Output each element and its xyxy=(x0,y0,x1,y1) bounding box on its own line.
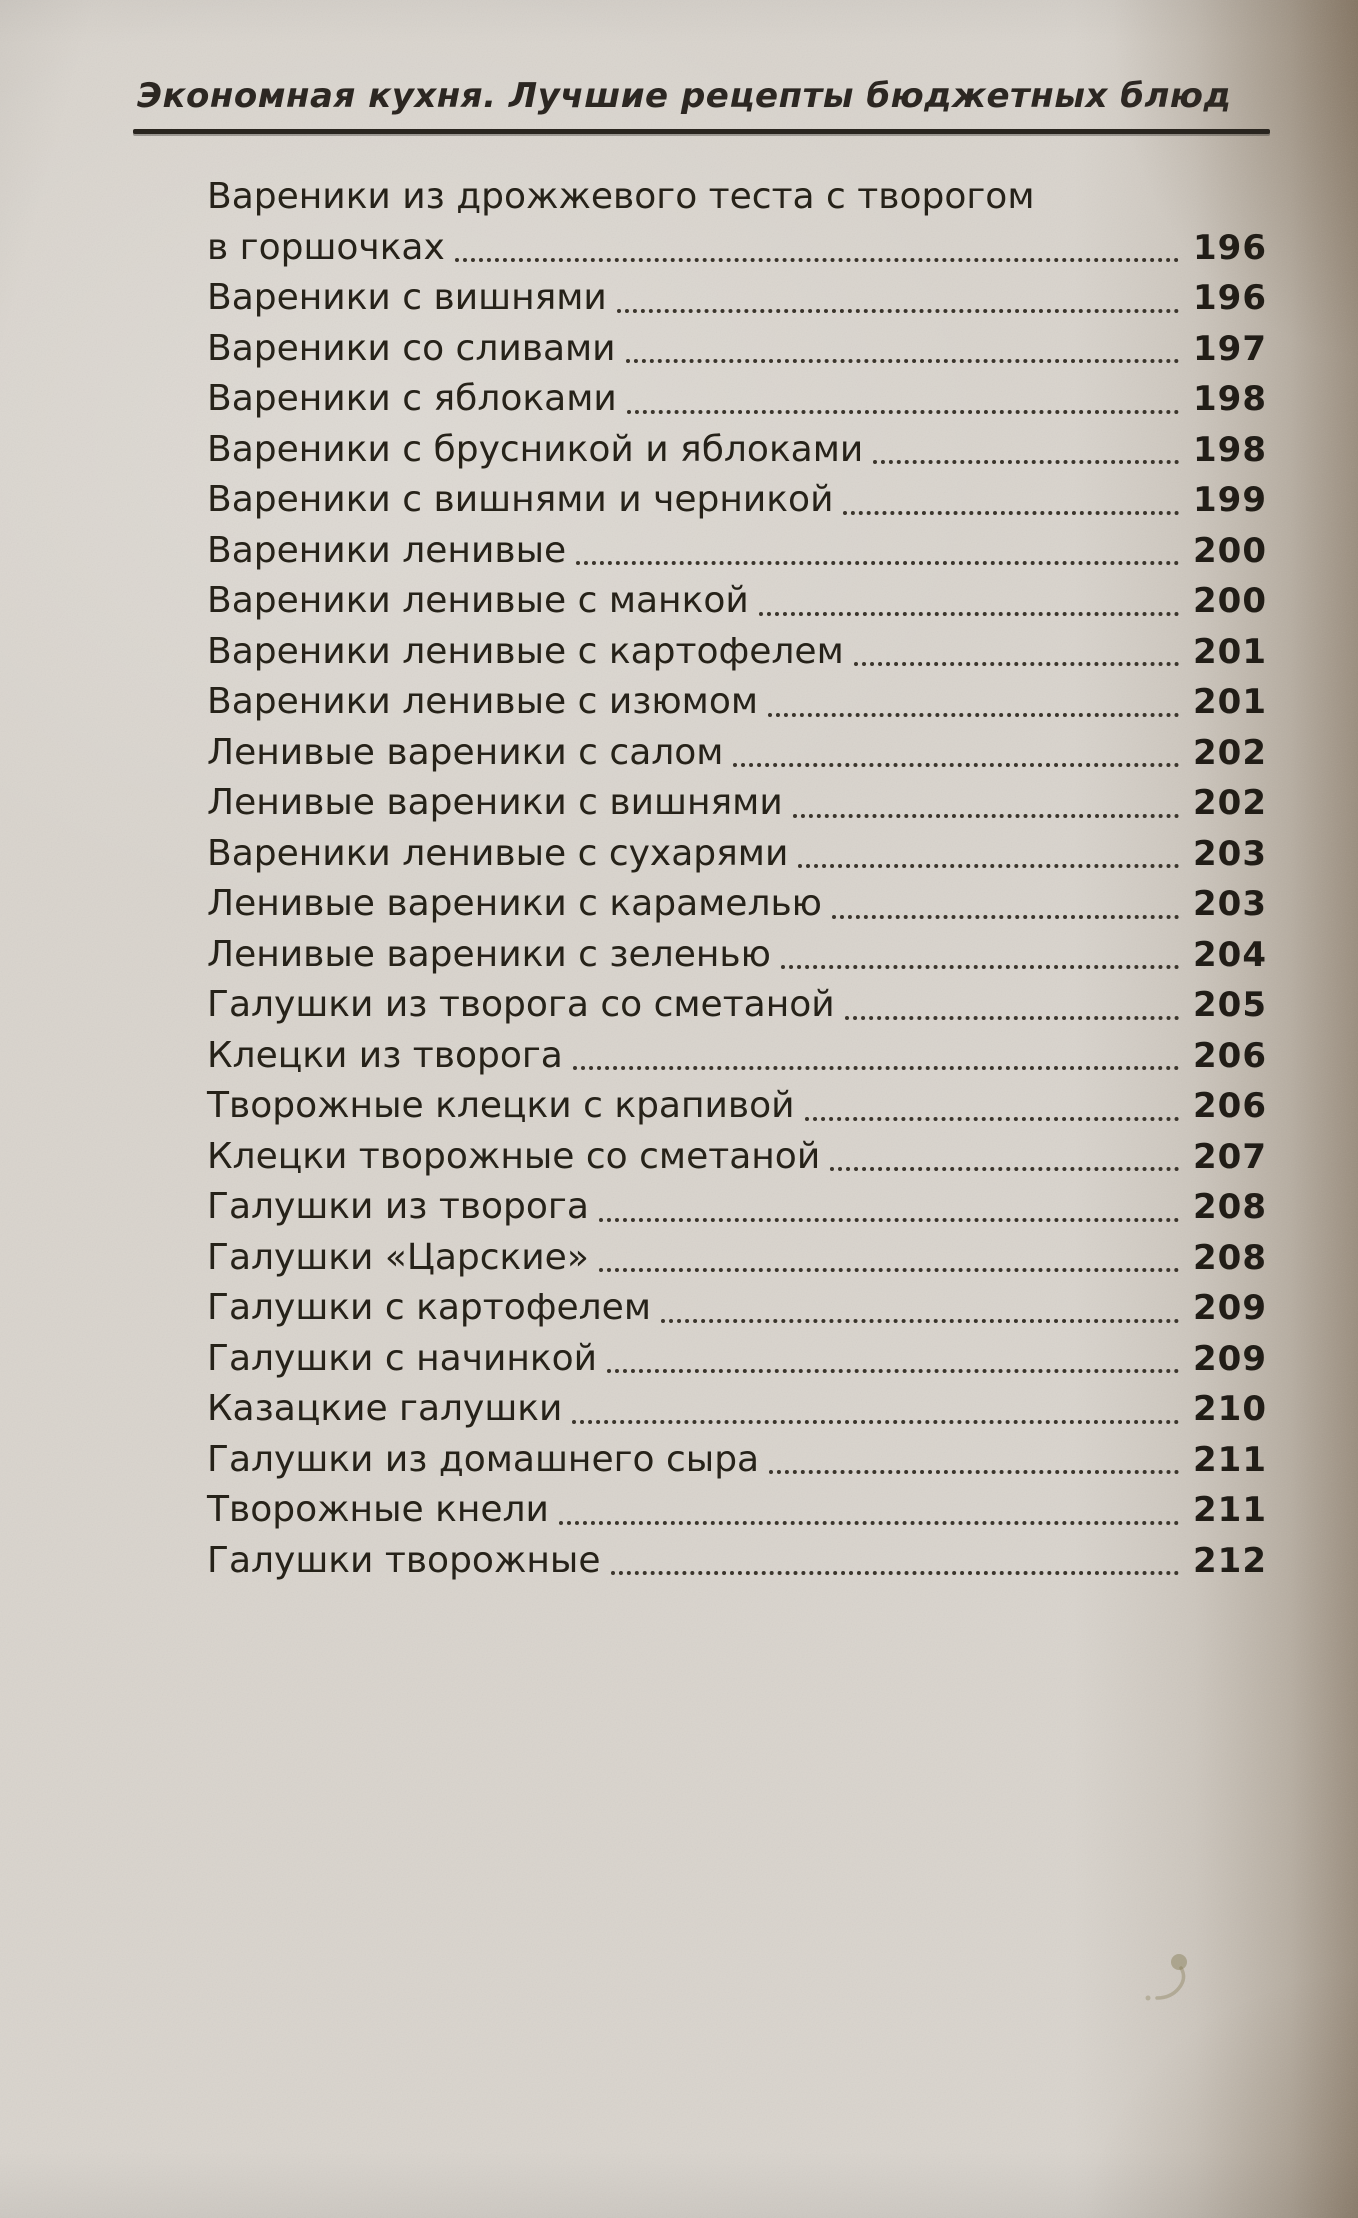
dot-leader xyxy=(793,814,1179,818)
toc-entry-line xyxy=(207,627,1267,678)
toc-entry-line xyxy=(207,1081,1267,1132)
toc-entry xyxy=(207,879,1267,930)
toc-entry-title: Вареники ленивые с сухарями xyxy=(207,832,789,874)
toc-entry-page-number: 209 xyxy=(1193,1288,1267,1328)
toc-entry-title: Ленивые вареники с салом xyxy=(207,731,724,773)
toc-entry xyxy=(207,1384,1267,1435)
toc-entry-title: Вареники с брусникой и яблоками xyxy=(207,428,864,470)
dot-leader xyxy=(573,1066,1179,1070)
header-rule xyxy=(133,129,1270,134)
dot-leader xyxy=(830,1167,1179,1171)
toc-entry-line xyxy=(207,223,1267,274)
toc-entry-page-number: 196 xyxy=(1193,278,1267,318)
toc-entry-page-number: 201 xyxy=(1193,631,1267,672)
toc-entry xyxy=(207,1132,1267,1183)
dot-leader xyxy=(843,511,1179,515)
toc-entry-line xyxy=(207,1283,1267,1334)
dot-leader xyxy=(627,410,1179,414)
toc-entry-line xyxy=(207,1031,1267,1082)
toc-entry xyxy=(207,475,1267,526)
toc-entry-line xyxy=(207,930,1267,981)
toc-entry-title: Творожные клецки с крапивой xyxy=(207,1085,795,1126)
dot-leader xyxy=(769,1470,1179,1474)
toc-entry xyxy=(207,1485,1267,1536)
toc-entry-page-number: 211 xyxy=(1193,1439,1267,1480)
dot-leader xyxy=(845,1016,1179,1020)
toc-entry-title: Вареники ленивые с картофелем xyxy=(207,630,844,672)
toc-entry xyxy=(207,778,1267,829)
toc-entry-line xyxy=(207,1233,1267,1284)
toc-entry-title: Вареники с вишнями и черникой xyxy=(207,479,834,520)
dot-leader xyxy=(626,359,1179,363)
dot-leader xyxy=(455,258,1179,262)
dot-leader xyxy=(832,915,1179,919)
toc-entry-page-number: 199 xyxy=(1193,480,1267,520)
toc-entry-title: Галушки из творога xyxy=(207,1186,589,1227)
running-head: Экономная кухня. Лучшие рецепты бюджетных блюд xyxy=(137,76,1232,116)
toc-entry xyxy=(207,576,1267,627)
toc-entry-page-number: 208 xyxy=(1193,1187,1267,1227)
toc-entry-title: Галушки из творога со сметаной xyxy=(207,984,835,1025)
toc-entry xyxy=(207,1334,1267,1385)
toc-entry-title: Казацкие галушки xyxy=(207,1388,563,1429)
toc-entry-title: Ленивые вареники с карамелью xyxy=(207,883,822,924)
toc-entry xyxy=(207,627,1267,678)
dot-leader xyxy=(599,1218,1179,1222)
toc-entry-line xyxy=(207,475,1267,526)
toc-entry-title: Галушки творожные xyxy=(207,1539,601,1581)
dot-leader xyxy=(873,460,1179,464)
toc-entry-line xyxy=(207,1536,1267,1587)
toc-entry-page-number: 202 xyxy=(1193,783,1267,823)
toc-entry-page-number: 210 xyxy=(1193,1389,1267,1429)
toc-entry-title: Вареники ленивые xyxy=(207,529,567,571)
toc-entry xyxy=(207,1031,1267,1082)
toc-entry-title: Ленивые вареники с зеленью xyxy=(207,933,771,975)
toc-entry xyxy=(207,1233,1267,1284)
toc-entry xyxy=(207,1283,1267,1334)
toc-entry-title: в горшочках xyxy=(207,226,445,268)
toc-entry-line xyxy=(207,879,1267,930)
dot-leader xyxy=(576,561,1179,565)
dot-leader xyxy=(661,1319,1179,1323)
dot-leader xyxy=(611,1571,1180,1575)
toc-entry-line xyxy=(207,1334,1267,1385)
toc-entry-page-number: 201 xyxy=(1193,682,1267,722)
toc-entry xyxy=(207,273,1267,324)
toc-entry-title: Галушки с начинкой xyxy=(207,1337,598,1379)
toc-entry-page-number: 206 xyxy=(1193,1035,1267,1076)
toc-entry-page-number: 198 xyxy=(1193,379,1267,419)
toc-entry-title: Галушки из домашнего сыра xyxy=(207,1438,760,1480)
toc-entry-line xyxy=(207,1384,1267,1435)
toc-entry-page-number: 205 xyxy=(1193,985,1267,1025)
toc-entry-page-number: 198 xyxy=(1193,429,1267,470)
toc-entry xyxy=(207,1182,1267,1233)
toc-entry-line xyxy=(207,1435,1267,1486)
toc-entry-page-number: 203 xyxy=(1193,884,1267,924)
dot-leader xyxy=(617,309,1179,313)
toc-entry-line xyxy=(207,778,1267,829)
toc-entry-line xyxy=(207,829,1267,880)
toc-entry-title: Ленивые вареники с вишнями xyxy=(207,782,783,823)
toc-entry-page-number: 212 xyxy=(1193,1540,1267,1581)
dot-leader xyxy=(798,864,1179,868)
toc-entry-line xyxy=(207,677,1267,728)
toc-entry-line xyxy=(207,374,1267,425)
dot-leader xyxy=(733,763,1179,767)
toc-entry-page-number: 197 xyxy=(1193,328,1267,369)
toc-entry xyxy=(207,728,1267,779)
toc-entry xyxy=(207,1435,1267,1486)
toc-entry-page-number: 203 xyxy=(1193,833,1267,874)
toc-entry-line xyxy=(207,1132,1267,1183)
toc-entry xyxy=(207,980,1267,1031)
dot-leader xyxy=(781,965,1179,969)
toc-entry-page-number: 206 xyxy=(1193,1086,1267,1126)
table-of-contents xyxy=(207,172,1267,1586)
toc-entry-page-number: 202 xyxy=(1193,732,1267,773)
dot-leader xyxy=(854,662,1179,666)
toc-entry-title: Вареники с вишнями xyxy=(207,277,607,318)
toc-entry-line xyxy=(207,1485,1267,1536)
toc-entry xyxy=(207,829,1267,880)
toc-entry-line xyxy=(207,273,1267,324)
toc-entry-page-number: 208 xyxy=(1193,1237,1267,1278)
toc-entry-line xyxy=(207,980,1267,1031)
toc-entry-line xyxy=(207,728,1267,779)
toc-entry-line xyxy=(207,324,1267,375)
toc-entry-title: Клецки творожные со сметаной xyxy=(207,1135,821,1177)
toc-entry xyxy=(207,1536,1267,1587)
toc-entry-page-number: 200 xyxy=(1193,581,1267,621)
toc-entry-line xyxy=(207,576,1267,627)
toc-entry-page-number: 204 xyxy=(1193,934,1267,975)
toc-entry-title: Вареники со сливами xyxy=(207,327,616,369)
dot-leader xyxy=(572,1420,1179,1424)
toc-entry-page-number: 207 xyxy=(1193,1136,1267,1177)
dot-leader xyxy=(759,612,1179,616)
toc-entry xyxy=(207,1081,1267,1132)
toc-entry xyxy=(207,677,1267,728)
dot-leader xyxy=(805,1117,1179,1121)
toc-entry-line xyxy=(207,526,1267,577)
toc-entry-title: Клецки из творога xyxy=(207,1034,563,1076)
toc-entry xyxy=(207,172,1267,273)
toc-entry-title: Вареники ленивые с манкой xyxy=(207,580,749,621)
toc-entry-first-line: Вареники из дрожжевого теста с творогом xyxy=(207,176,1035,217)
dot-leader xyxy=(768,713,1179,717)
toc-entry-page-number: 211 xyxy=(1193,1490,1267,1530)
dot-leader xyxy=(599,1268,1179,1272)
toc-entry-title: Галушки «Царские» xyxy=(207,1236,589,1278)
toc-entry-title: Творожные кнели xyxy=(207,1489,549,1530)
toc-entry-page-number: 209 xyxy=(1193,1338,1267,1379)
toc-entry-title: Вареники ленивые с изюмом xyxy=(207,681,759,722)
toc-entry xyxy=(207,425,1267,476)
toc-entry-line xyxy=(207,1182,1267,1233)
toc-entry-page-number: 200 xyxy=(1193,530,1267,571)
toc-entry-line xyxy=(207,425,1267,476)
toc-entry-title: Вареники с яблоками xyxy=(207,378,617,419)
ink-smudge xyxy=(1135,1928,1205,2018)
toc-entry-page-number: 196 xyxy=(1193,227,1267,268)
dot-leader xyxy=(607,1369,1179,1373)
toc-entry-title: Галушки с картофелем xyxy=(207,1287,651,1328)
toc-entry xyxy=(207,526,1267,577)
toc-entry xyxy=(207,324,1267,375)
toc-entry xyxy=(207,374,1267,425)
dot-leader xyxy=(559,1521,1179,1525)
toc-entry xyxy=(207,930,1267,981)
